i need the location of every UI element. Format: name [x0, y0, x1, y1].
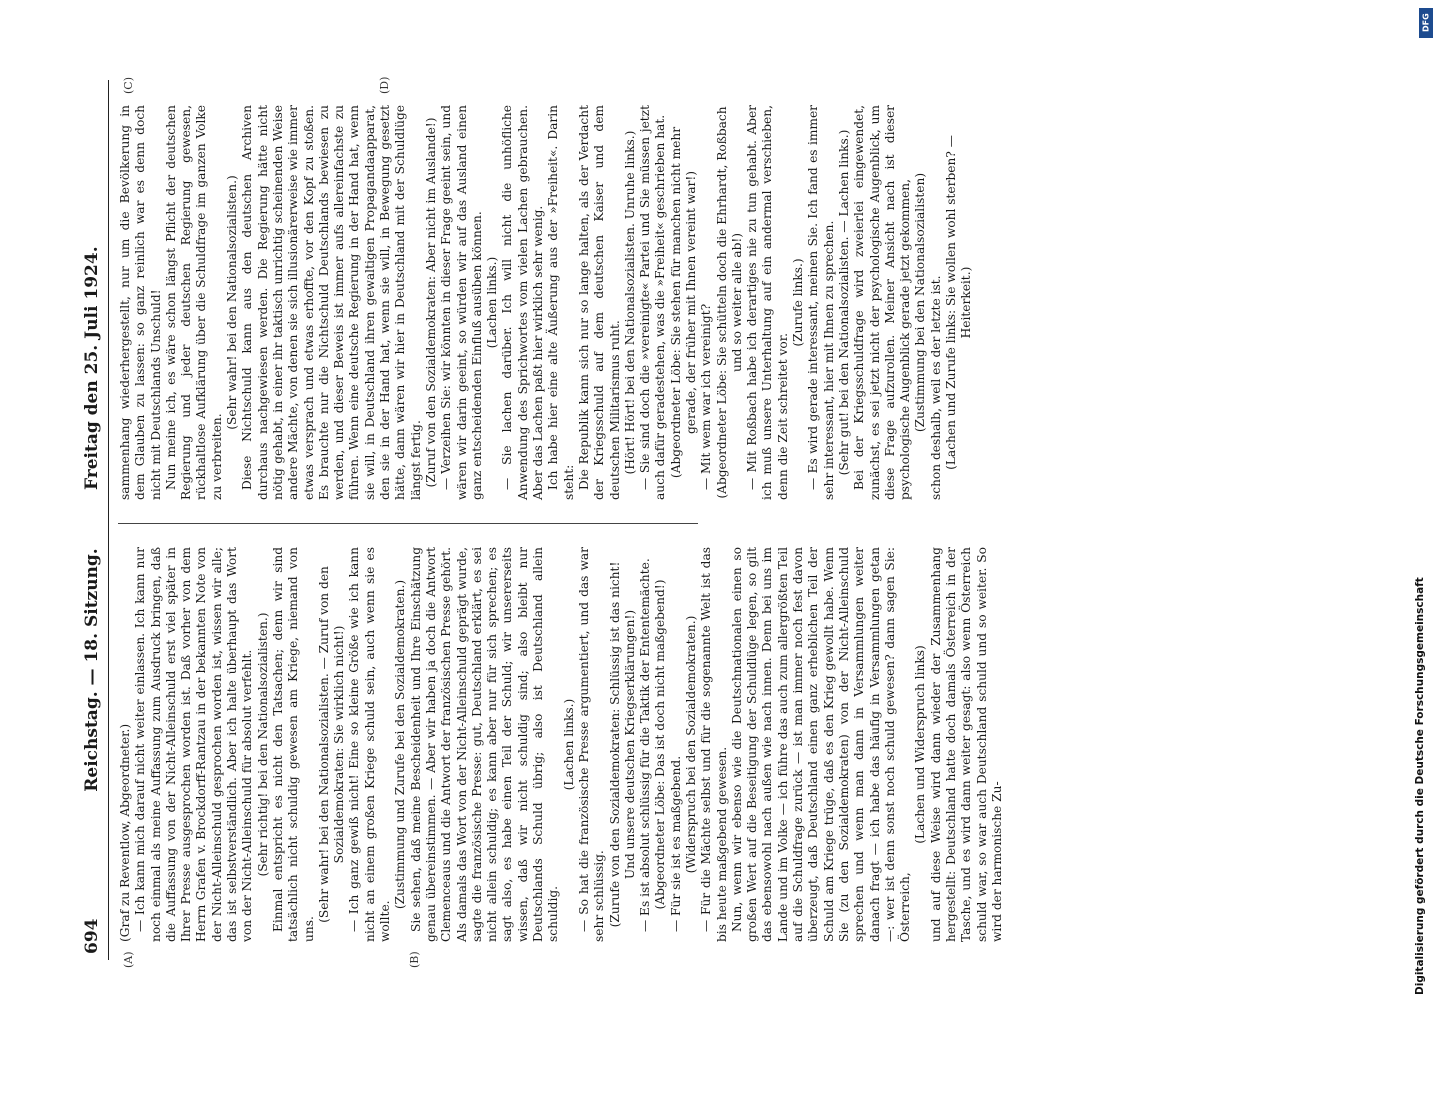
interjection: (Lachen und Widerspruch links)	[913, 645, 928, 844]
interjection: (Sehr wahr! bei den Nationalsozialisten.)	[225, 175, 240, 430]
paragraph: und auf diese Weise wird dann wieder der Zusammenhang hergestellt: Deutschland hatte doch damals Österreich in der Tasche, und es wird dann weiter gesagt: also wenn Österreich schuld war, so war auch Deutschland schuld und so weiter. So wird der harmonische Zu-	[928, 547, 1004, 942]
document-page	[78, 76, 1398, 968]
text-column-left	[118, 547, 1004, 942]
interjection: (Zustimmung und Zurufe bei den Sozialdemokraten.)	[393, 579, 408, 910]
paragraph: — So hat die französische Presse argumentiert, und das war sehr schlüssig.	[576, 547, 607, 942]
paragraph: — Für die Mächte selbst und für die sogenannte Welt ist das bis heute maßgebend gewesen.	[699, 547, 729, 942]
digitization-credit: Digitalisierung gefördert durch die Deutsche Forschungsgemeinschaft	[1414, 577, 1426, 995]
paragraph: Bei der Kriegsschuldfrage wird zweierlei eingewendet, zunächst, es sei jetzt nicht der psychologische Augenblick, um diese Frage aufzurollen. Meiner Ansicht nach ist dieser psychologische Augenblick gerade jetzt gekommen,	[852, 105, 913, 500]
paragraph: — Ich ganz gewiß nicht! Eine so kleine Größe wie ich kann nicht an einem großen Kriege schuld sein, auch wenn sie es wollte.	[347, 547, 393, 942]
interjection: (Lachen links.)	[561, 698, 576, 791]
paragraph: Ich habe hier eine alte Äußerung aus der »Freiheit«. Darin steht:	[546, 105, 576, 500]
paragraph: Sie sehen, daß meine Bescheidenheit und Ihre Einschätzung genau übereinstimmen. — Aber wir haben ja doch die Antwort Clemenceaus und die Antwort der französischen Presse gehört. Als damals das Wort von der Nicht-Alleinschuld geprägt wurde, sagte die französische Presse: gut, Deutschland erklärt, es sei nicht allein schuldig; es kann aber nur für sich sprechen; es sagt also, es habe einen Teil der Schuld; wir unsererseits wissen, daß wir nicht schuldig sind; also bleibt nur Deutschlands Schuld übrig; also ist Deutschland allein schuldig.	[408, 547, 561, 942]
interjection: (Zuruf von den Sozialdemokraten: Aber nicht im Auslande!)	[423, 117, 438, 488]
column-divider	[118, 523, 698, 524]
margin-marker-a: (A)	[122, 951, 135, 968]
interjection: (Hört! Hört! bei den Nationalsozialisten. Unruhe links.)	[622, 130, 637, 475]
interjection: (Sehr wahr! bei den Nationalsozialisten. — Zuruf von den Sozialdemokraten: Sie wirklich nicht!)	[316, 566, 347, 923]
interjection: (Zurufe links.)	[791, 258, 806, 347]
paragraph: — Mit Roßbach habe ich derartiges nie zu tun gehabt. Aber ich muß unsere Unterhaltung auf ein andermal verschieben, denn die Zeit schreitet vor.	[745, 105, 790, 500]
interjection: (Lachen links.)	[485, 256, 500, 349]
interjection: (Zustimmung bei den Nationalsozialisten)	[913, 172, 928, 433]
paragraph: schon deshalb, weil es der letzte ist.	[928, 275, 943, 500]
text-column-right	[118, 105, 974, 500]
paragraph: sammenhang wiederhergestellt, nur um die Bevölkerung in dem Glauben zu lassen: so ganz reinlich war es denn doch nicht mit Deutschlands Unschuld!	[118, 105, 163, 500]
interjection: (Sehr gut! bei den Nationalsozialisten. — Lachen links.)	[836, 129, 851, 476]
interjection: (Lachen und Zurufe links: Sie wollen wohl sterben? — Heiterkeit.)	[944, 135, 974, 470]
paragraph: — Mit wem war ich vereinigt?	[699, 303, 714, 490]
paragraph: Nun, wenn wir ebenso wie die Deutschnationalen einen so großen Wert auf die Beseitigung der Schuldlüge legen, so gilt das ebensowohl nach außen wie nach innen. Denn bei uns im Lande und im Volke — ich führe das auch zum allergrößten Teil auf die Schuldfrage zurück — ist man immer noch fest davon überzeugt, daß Deutschland einen ganz erheblichen Teil der Schuld am Kriege trüge, daß es den Krieg gewollt habe. Wenn Sie (zu den Sozialdemokraten) von der Nicht-Alleinschuld sprechen und wenn man dann in Versammlungen weiter danach fragt — ich habe das häufig in Versammlungen getan —: wer ist denn sonst noch schuld gewesen? dann sagen Sie: Österreich,	[729, 547, 913, 942]
paragraph: Die Republik kann sich nur so lange halten, als der Verdacht der Kriegsschuld auf dem deutschen Kaiser und dem deutschen Militarismus ruht.	[576, 105, 622, 500]
page-number: 694	[82, 918, 102, 954]
paragraph: Diese Nichtschuld kann aus den deutschen Archiven durchaus nachgewiesen werden. Die Regierung hätte nicht nötig gehabt, in einer ihr taktisch unrichtig scheinenden Weise andere Mächte, von denen sie sich illusionärerweise wie immer etwas versprach und etwas erhoffte, vor den Kopf zu stoßen. Es brauchte nur die Nichtschuld Deutschlands bewiesen zu werden, und dieser Beweis ist immer aufs allereinfachste zu führen. Wenn eine deutsche Regierung in der Hand hat, wenn sie will, in Deutschland ihren gewaltigen Propagandaapparat, den sie in der Hand hat, wenn sie will, in Bewegung gesetzt hätte, dann wären wir hier in Deutschland mit der Schuldlüge längst fertig.	[240, 105, 423, 500]
margin-marker-d: (D)	[378, 76, 391, 94]
interjection: (Sehr richtig! bei den Nationalsozialisten.)	[255, 612, 270, 877]
margin-marker-c: (C)	[122, 77, 135, 94]
page-header	[78, 80, 109, 960]
paragraph: — Sie sind doch die »vereinigte« Partei und Sie müssen jetzt auch dafür geradestehen, was die »Freiheit« geschrieben hat.	[638, 105, 668, 500]
paragraph: — Sie lachen darüber. Ich will nicht die unhöfliche Anwendung des Sprichwortes vom vielen Lachen gebrauchen. Aber das Lachen paßt hier wirklich sehr wenig.	[500, 105, 546, 500]
paragraph: Einmal entspricht es nicht den Tatsachen; denn wir sind tatsächlich nicht schuldig gewesen am Kriege, niemand von uns.	[270, 547, 316, 942]
margin-marker-b: (B)	[408, 951, 421, 968]
interjection: (Abgeordneter Löbe: Sie stehen für manchen nicht mehr gerade, der früher mit Ihnen vereint war!)	[668, 126, 698, 479]
paragraph: Nun meine ich, es wäre schon längst Pflicht der deutschen Regierung und jeder deutschen Regierung gewesen, rückhaltlose Aufklärung über die Schuldfrage im ganzen Volke zu verbreiten.	[163, 105, 224, 500]
interjection: (Abgeordneter Löbe: Das ist doch nicht maßgebend!)	[653, 579, 668, 910]
paragraph: — Ich kann mich darauf nicht weiter einlassen. Ich kann nur noch einmal als meine Auffassung zum Ausdruck bringen, daß die Auffassung von der Nicht-Alleinschuld erst viel später in Ihrer Presse ausgesprochen worden ist. Daß vorher von dem Herrn Grafen v. Brockdorff-Rantzau in der bekannten Note von der Nicht-Alleinschuld gesprochen worden ist, wissen wir alle; das ist selbstverständlich. Aber ich halte überhaupt das Wort von der Nicht-Alleinschuld für absolut verfehlt.	[133, 547, 255, 942]
interjection: (Zurufe von den Sozialdemokraten: Schlüssig ist das nicht! Und unsere deutschen Kriegserklärungen!)	[607, 561, 637, 928]
interjection: (Abgeordneter Löbe: Sie schütteln doch die Ehrhardt, Roßbach und so weiter alle ab!)	[714, 106, 744, 499]
paragraph: — Für sie ist es maßgebend.	[668, 755, 683, 932]
interjection: (Widerspruch bei den Sozialdemokraten.)	[683, 615, 698, 874]
paragraph: — Verzeihen Sie: wir könnten in dieser Frage geeint sein, und wären wir darin geeint, so würden wir auf das Ausland einen ganz entscheidenden Einfluß ausüben können.	[439, 105, 484, 500]
page-date: Freitag den 25. Juli 1924.	[82, 246, 102, 490]
dfg-logo: DFG	[1419, 8, 1433, 38]
page-title: Reichstag. — 18. Sitzung.	[82, 548, 102, 792]
paragraph: — Es ist absolut schlüssig für die Taktik der Ententemächte.	[638, 558, 653, 932]
paragraph: — Es wird gerade interessant, meinen Sie. Ich fand es immer sehr interessant, hier mit Ihnen zu sprechen.	[806, 105, 836, 500]
paragraph: (Graf zu Reventlow, Abgeordneter.)	[118, 723, 132, 942]
